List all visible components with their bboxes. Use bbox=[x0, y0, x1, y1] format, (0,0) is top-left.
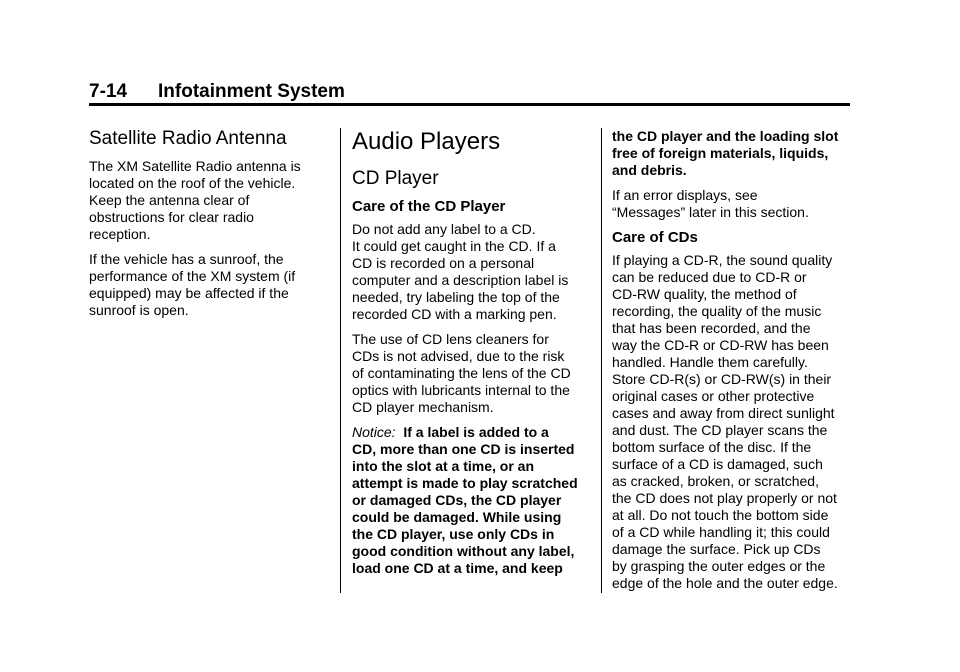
text-line: of contaminating the lens of the CD bbox=[352, 365, 571, 381]
text-line: at all. Do not touch the bottom side bbox=[612, 507, 829, 523]
page-header bbox=[89, 80, 850, 106]
text-line: or damaged CDs, the CD player bbox=[352, 492, 562, 508]
text-line: that has been recorded, and the bbox=[612, 320, 811, 336]
column-divider-right bbox=[601, 128, 602, 593]
text-line: performance of the XM system (if bbox=[89, 268, 296, 284]
text-line: could be damaged. While using bbox=[352, 509, 562, 525]
care-of-cds-paragraph bbox=[612, 252, 854, 592]
text-line: optics with lubricants internal to the bbox=[352, 382, 570, 398]
section-title: Infotainment System bbox=[158, 81, 345, 102]
text-line: as cracked, broken, or scratched, bbox=[612, 473, 819, 489]
antenna-paragraph-2 bbox=[89, 251, 325, 319]
care-of-cds-heading: Care of CDs bbox=[612, 229, 698, 246]
text-line: Keep the antenna clear of bbox=[89, 192, 250, 208]
text-line: free of foreign materials, liquids, bbox=[612, 145, 829, 161]
text-line: needed, try labeling the top of the bbox=[352, 289, 560, 305]
text-line: and dust. The CD player scans the bbox=[612, 422, 828, 438]
text-line: the CD player and the loading slot bbox=[612, 128, 839, 144]
care-cd-player-heading: Care of the CD Player bbox=[352, 198, 506, 215]
text-line: good condition without any label, bbox=[352, 543, 575, 559]
text-line: computer and a description label is bbox=[352, 272, 569, 288]
antenna-paragraph-1 bbox=[89, 158, 325, 243]
text-line: If the vehicle has a sunroof, the bbox=[89, 251, 284, 267]
text-line: CD is recorded on a personal bbox=[352, 255, 535, 271]
notice-label: Notice: bbox=[352, 424, 396, 440]
text-line: It could get caught in the CD. If a bbox=[352, 238, 556, 254]
text-line: The use of CD lens cleaners for bbox=[352, 331, 549, 347]
text-line: load one CD at a time, and keep bbox=[352, 560, 563, 576]
text-line: The XM Satellite Radio antenna is bbox=[89, 158, 301, 174]
lens-cleaner-paragraph bbox=[352, 331, 590, 416]
notice-paragraph bbox=[352, 424, 590, 577]
text-line: handled. Handle them carefully. bbox=[612, 354, 808, 370]
text-line: equipped) may be affected if the bbox=[89, 285, 289, 301]
column-right bbox=[612, 128, 854, 592]
text-line: located on the roof of the vehicle. bbox=[89, 175, 296, 191]
text-line: “Messages” later in this section. bbox=[612, 204, 809, 220]
error-paragraph bbox=[612, 187, 854, 221]
text-line: damage the surface. Pick up CDs bbox=[612, 541, 821, 557]
text-line: If playing a CD-R, the sound quality bbox=[612, 252, 833, 268]
audio-players-heading: Audio Players bbox=[352, 128, 501, 155]
text-line: cases and away from direct sunlight bbox=[612, 405, 835, 421]
text-line: the CD does not play properly or not bbox=[612, 490, 837, 506]
text-line: attempt is made to play scratched bbox=[352, 475, 578, 491]
notice-first-line: If a label is added to a bbox=[403, 424, 549, 440]
text-line: CDs is not advised, due to the risk bbox=[352, 348, 565, 364]
text-line: sunroof is open. bbox=[89, 302, 189, 318]
text-line: reception. bbox=[89, 226, 151, 242]
text-line: of a CD while handling it; this could bbox=[612, 524, 830, 540]
cd-label-paragraph bbox=[352, 221, 590, 323]
text-line: recording, the quality of the music bbox=[612, 303, 822, 319]
text-line: edge of the hole and the outer edge. bbox=[612, 575, 838, 591]
text-line: bottom surface of the disc. If the bbox=[612, 439, 812, 455]
text-line: Do not add any label to a CD. bbox=[352, 221, 536, 237]
text-line: into the slot at a time, or an bbox=[352, 458, 535, 474]
text-line: recorded CD with a marking pen. bbox=[352, 306, 557, 322]
text-line: CD-RW quality, the method of bbox=[612, 286, 797, 302]
text-line: and debris. bbox=[612, 162, 687, 178]
notice-body bbox=[352, 441, 590, 577]
page-number: 7-14 bbox=[89, 81, 128, 102]
text-line: can be reduced due to CD-R or bbox=[612, 269, 807, 285]
column-divider-left bbox=[340, 128, 341, 593]
text-line: by grasping the outer edges or the bbox=[612, 558, 826, 574]
satellite-antenna-heading: Satellite Radio Antenna bbox=[89, 128, 287, 149]
cd-player-heading: CD Player bbox=[352, 168, 439, 189]
text-line: way the CD-R or CD-RW has been bbox=[612, 337, 829, 353]
column-middle bbox=[352, 128, 590, 577]
text-line: CD, more than one CD is inserted bbox=[352, 441, 575, 457]
text-line: the CD player, use only CDs in bbox=[352, 526, 555, 542]
text-line: surface of a CD is damaged, such bbox=[612, 456, 823, 472]
text-line: original cases or other protective bbox=[612, 388, 815, 404]
notice-continuation bbox=[612, 128, 854, 179]
text-line: If an error displays, see bbox=[612, 187, 758, 203]
text-line: CD player mechanism. bbox=[352, 399, 494, 415]
text-line: obstructions for clear radio bbox=[89, 209, 254, 225]
column-left bbox=[89, 128, 325, 319]
text-line: Store CD-R(s) or CD-RW(s) in their bbox=[612, 371, 832, 387]
